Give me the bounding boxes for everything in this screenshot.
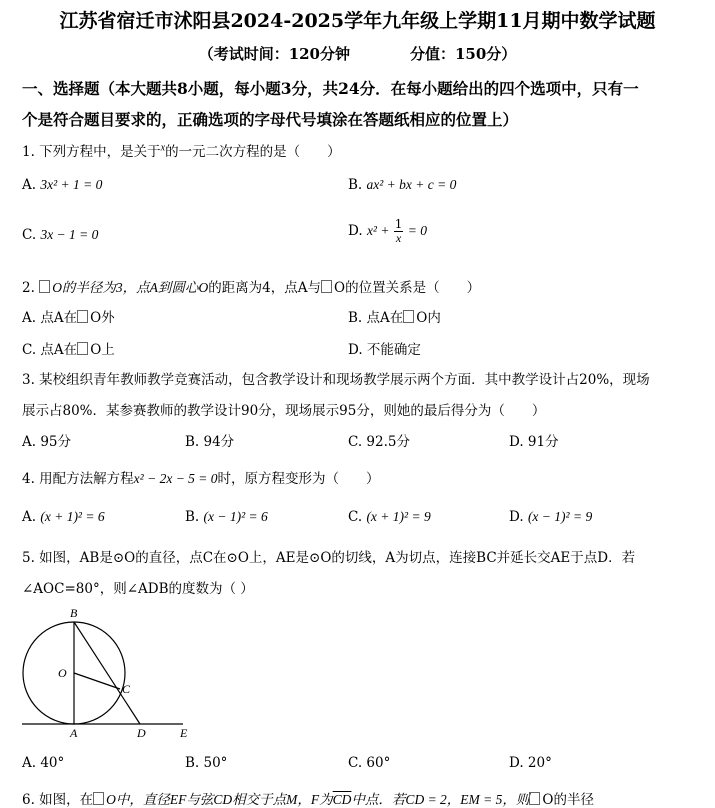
q2-c-text: C. 点A在 (22, 342, 78, 358)
circle-symbol-icon (321, 280, 332, 293)
circle-symbol-icon (529, 792, 540, 805)
label-d: D (137, 726, 146, 740)
q1-c-expr: 3x − 1 = 0 (40, 227, 99, 242)
q1-a-letter: A. (22, 177, 37, 193)
circle-symbol-icon (93, 792, 104, 805)
q1-stem-a: 1. 下列方程中，是关于 (22, 144, 161, 160)
q2-option-d[interactable]: D. 不能确定 (348, 342, 421, 358)
q4-option-d[interactable] (509, 509, 592, 525)
q2-stem-a: O的半径为3，点A到圆心 (52, 280, 199, 295)
q4-option-c[interactable] (348, 509, 431, 525)
q4-c-expr: (x + 1)² = 9 (366, 509, 431, 524)
q5-figure (18, 603, 198, 743)
q3-option-d[interactable]: D. 91分 (509, 434, 559, 450)
q2-b-text: B. 点A在 (348, 310, 404, 326)
line-bd (74, 622, 140, 724)
q4-eq: x² − 2x − 5 = 0 (133, 471, 218, 486)
q1-option-d[interactable] (348, 218, 427, 245)
section-heading-line2: 个是符合题目要求的，正确选项的字母代号填涂在答题纸相应的位置上） (22, 110, 519, 129)
q6-a: 6. 如图，在 (22, 792, 94, 808)
q1-d-letter: D. (348, 223, 363, 239)
q2-stem-c: O的位置关系是（ ） (334, 280, 481, 296)
q4-stem-a: 4. 用配方法解方程 (22, 471, 134, 487)
radius-oc (74, 673, 120, 689)
q6-arc-cd: $\overline{CD}$ (332, 792, 352, 807)
q3-option-a[interactable]: A. 95分 (22, 434, 72, 450)
q2-option-b[interactable] (348, 306, 441, 326)
q4-a-expr: (x + 1)² = 6 (40, 509, 105, 524)
q1-d-den: x (395, 231, 402, 245)
q1-b-expr: ax² + bx + c = 0 (366, 177, 457, 192)
q5-option-a[interactable]: A. 40° (22, 755, 65, 771)
q1-c-letter: C. (22, 227, 37, 243)
q3-stem-line2: 展示占80%．某参赛教师的教学设计90分，现场展示95分，则她的最后得分为（ ） (22, 403, 546, 419)
page-title: 江苏省宿迁市沭阳县2024-2025学年九年级上学期11月期中数学试题 (59, 10, 656, 32)
q1-b-letter: B. (348, 177, 363, 193)
q1-d-post: = 0 (407, 223, 427, 238)
q1-option-a[interactable] (22, 177, 102, 193)
q2-c-end: O上 (90, 342, 115, 358)
label-e: E (180, 726, 188, 740)
q4-option-a[interactable] (22, 509, 105, 525)
q3-option-b[interactable]: B. 94分 (185, 434, 235, 450)
q1-d-pre: x² + (366, 223, 390, 238)
circle-symbol-icon (403, 310, 414, 323)
q1-stem (22, 140, 341, 160)
q2-stem-o: O (198, 280, 209, 295)
q4-d-expr: (x − 1)² = 9 (527, 509, 593, 524)
q1-var: x (160, 142, 166, 154)
circle-symbol-icon (77, 310, 88, 323)
label-o: O (58, 666, 67, 680)
q5-option-d[interactable]: D. 20° (509, 755, 552, 771)
q5-option-b[interactable]: B. 50° (185, 755, 228, 771)
q5-option-c[interactable]: C. 60° (348, 755, 391, 771)
label-a: A (70, 726, 78, 740)
q2-b-end: O内 (416, 310, 441, 326)
q1-option-c[interactable] (22, 227, 98, 243)
q1-d-fraction (394, 218, 404, 245)
q5-stem-line1: 5. 如图，AB是⊙O的直径，点C在⊙O上，AE是⊙O的切线，A为切点，连接BC并延长交AE于点D．若 (22, 550, 636, 566)
q2-num: 2. (22, 280, 35, 296)
q4-stem-b: 时，原方程变形为（ ） (217, 471, 380, 487)
q4-option-b[interactable] (185, 509, 268, 525)
q1-option-b[interactable] (348, 177, 456, 193)
q6-stem (22, 788, 594, 808)
section-heading-line1: 一、选择题（本大题共8小题，每小题3分，共24分．在每小题给出的四个选项中，只有一 (22, 79, 639, 98)
q6-e: O的半径 (542, 792, 594, 808)
q1-a-expr: 3x² + 1 = 0 (40, 177, 103, 192)
q4-b-expr: (x − 1)² = 6 (203, 509, 268, 524)
circle-symbol-icon (39, 280, 50, 293)
q2-stem-b: 的距离为4，点A与 (208, 280, 322, 296)
q2-stem (22, 276, 480, 296)
q4-b-letter: B. (185, 509, 200, 525)
exam-info: （考试时间：120分钟 分值：150分） (198, 45, 517, 63)
q4-stem (22, 467, 380, 487)
q4-a-letter: A. (22, 509, 37, 525)
q5-stem-line2: ∠AOC=80°，则∠ADB的度数为（ ） (22, 581, 254, 597)
q2-a-end: O外 (90, 310, 115, 326)
q4-c-letter: C. (348, 509, 363, 525)
q1-stem-b: 的一元二次方程的是（ ） (165, 144, 341, 160)
q2-a-text: A. 点A在 (22, 310, 78, 326)
q4-d-letter: D. (509, 509, 524, 525)
q6-b: O中，直径EF与弦CD相交于点M，F为 (106, 792, 333, 807)
q3-option-c[interactable]: C. 92.5分 (348, 434, 410, 450)
q3-stem-line1: 3. 某校组织青年教师教学竞赛活动，包含教学设计和现场教学展示两个方面．其中教学设计占20%，现场 (22, 372, 650, 388)
circle-symbol-icon (77, 342, 88, 355)
q2-option-c[interactable] (22, 338, 115, 358)
label-b: B (70, 606, 78, 620)
label-c: C (122, 682, 131, 696)
q2-option-a[interactable] (22, 306, 115, 326)
q1-d-num: 1 (394, 217, 403, 231)
q6-d: 中点．若CD = 2，EM = 5，则 (351, 792, 530, 807)
